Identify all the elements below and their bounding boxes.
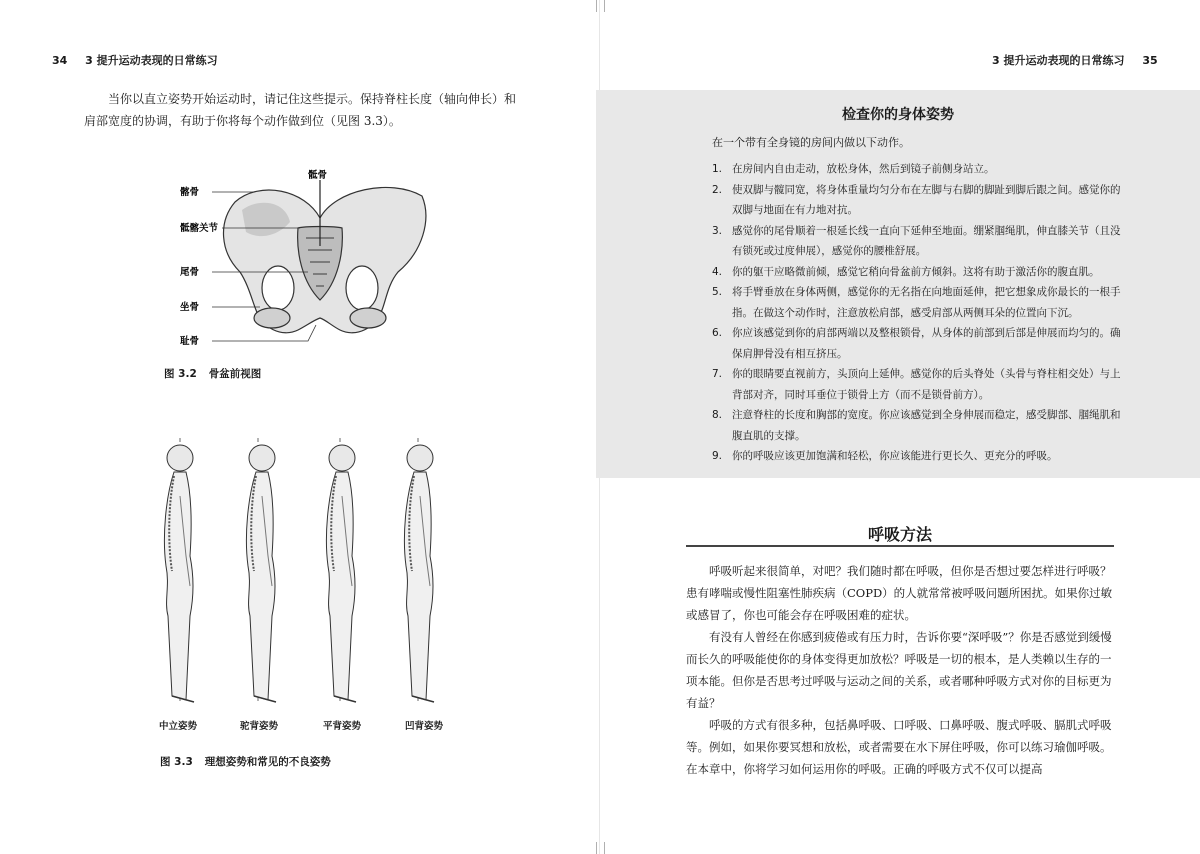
breathing-text [686,560,1114,780]
list-item: 8. 注意脊柱的长度和胸部的宽度。你应该感觉到全身伸展而稳定，感受脚部、腘绳肌和腹直肌的支撑。 [712,409,1121,442]
box-intro: 在一个带有全身镜的房间内做以下动作。 [712,136,910,149]
list-item: 3. 感觉你的尾骨顺着一根延长线一直向下延伸至地面。绷紧腘绳肌，伸直膝关节（且没有锁死或过度伸展），感觉你的腰椎舒展。 [712,224,1121,257]
label-neutral: 中立姿势 [159,721,198,732]
posture-kyphosis [246,438,276,704]
right-page-number: 35 [1142,54,1158,67]
right-running-head: 3 提升运动表现的日常练习 [992,54,1125,67]
paragraph: 呼吸的方式有很多种，包括鼻呼吸、口呼吸、口鼻呼吸、腹式呼吸、膈肌式呼吸等。例如，如果你要冥想和放松，或者需要在水下屏住呼吸，你可以练习瑜伽呼吸。在本章中，你将学习如何运用你的呼吸。正确的呼吸方式不仅可以提高 [686,718,1112,776]
posture-neutral [164,438,194,704]
box-steps [712,159,1122,467]
left-page-header [52,52,218,68]
label-ischium: 坐骨 [180,302,200,313]
left-running-head: 3 提升运动表现的日常练习 [85,54,218,67]
list-item: 9. 你的呼吸应该更加饱满和轻松，你应该能进行更长久、更充分的呼吸。 [712,450,1058,462]
label-si-joint: 骶髂关节 [180,223,219,234]
label-flat-back: 平背姿势 [323,721,362,732]
list-item: 2. 使双脚与髋同宽，将身体重量均匀分布在左脚与右脚的脚趾到脚后跟之间。感觉你的双脚与地面在有力地对抗。 [712,183,1121,216]
list-item: 7. 你的眼睛要直视前方，头顶向上延伸。感觉你的后头脊处（头骨与脊柱相交处）与上背部对齐，同时耳垂位于锁骨上方（而不是锁骨前方）。 [712,368,1121,401]
list-item: 4. 你的躯干应略微前倾，感觉它稍向骨盆前方倾斜。这将有助于激活你的腹直肌。 [712,265,1100,278]
label-kyphosis: 驼背姿势 [240,721,279,732]
section-title: 呼吸方法 [867,525,932,544]
label-coccyx: 尾骨 [180,267,200,278]
list-item: 5. 将手臂垂放在身体两侧，感觉你的无名指在向地面延伸，把它想象成你最长的一根手指。在做这个动作时，注意放松肩部，感受肩部从两侧耳朵的位置向下沉。 [712,286,1121,319]
left-page-number: 34 [52,54,68,67]
label-sacrum: 骶骨 [308,170,328,181]
list-item: 6. 你应该感觉到你的肩部两端以及整根锁骨，从身体的前部到后部是伸展而均匀的。确保肩胛骨没有相互挤压。 [712,327,1121,360]
pelvis-illustration [224,180,426,333]
list-item: 1. 在房间内自由走动，放松身体，然后到镜子前侧身站立。 [712,163,995,175]
box-title: 检查你的身体姿势 [842,107,954,123]
paragraph: 呼吸听起来很简单，对吧？我们随时都在呼吸，但你是否想过要怎样进行呼吸？患有哮喘或慢性阻塞性肺疾病（COPD）的人就常常被呼吸问题所困扰。如果你过敏或感冒了，你也可能会存在呼吸困难的症状。 [686,564,1113,622]
right-page-header [992,52,1158,68]
label-ilium: 髂骨 [180,187,200,198]
crop-mark [604,0,605,12]
crop-mark [604,842,605,854]
paragraph: 有没有人曾经在你感到疲倦或有压力时，告诉你要“深呼吸”？你是否感觉到缓慢而长久的呼吸能使你的身体变得更加放松？呼吸是一切的根本，是人类赖以生存的一项本能。但你是否思考过呼吸与运动之间的关系，或者哪种呼吸方式对你的目标更为有益？ [686,630,1112,710]
label-lordosis: 凹背姿势 [405,721,444,732]
posture-lordosis [404,438,434,704]
section-rule [686,545,1114,547]
pelvis-figure [160,160,460,360]
posture-figure [140,436,470,714]
figure-3-3-caption: 图 3.3 理想姿势和常见的不良姿势 [160,756,331,768]
posture-check-box [596,90,1200,478]
figure-3-2-caption: 图 3.2 骨盆前视图 [164,368,262,380]
label-pubis: 耻骨 [180,336,200,347]
intro-paragraph: 当你以直立姿势开始运动时，请记住这些提示。保持脊柱长度（轴向伸长）和肩部宽度的协调，有助于你将每个动作做到位（见图 3.3）。 [84,92,517,128]
posture-flat-back [326,438,356,704]
